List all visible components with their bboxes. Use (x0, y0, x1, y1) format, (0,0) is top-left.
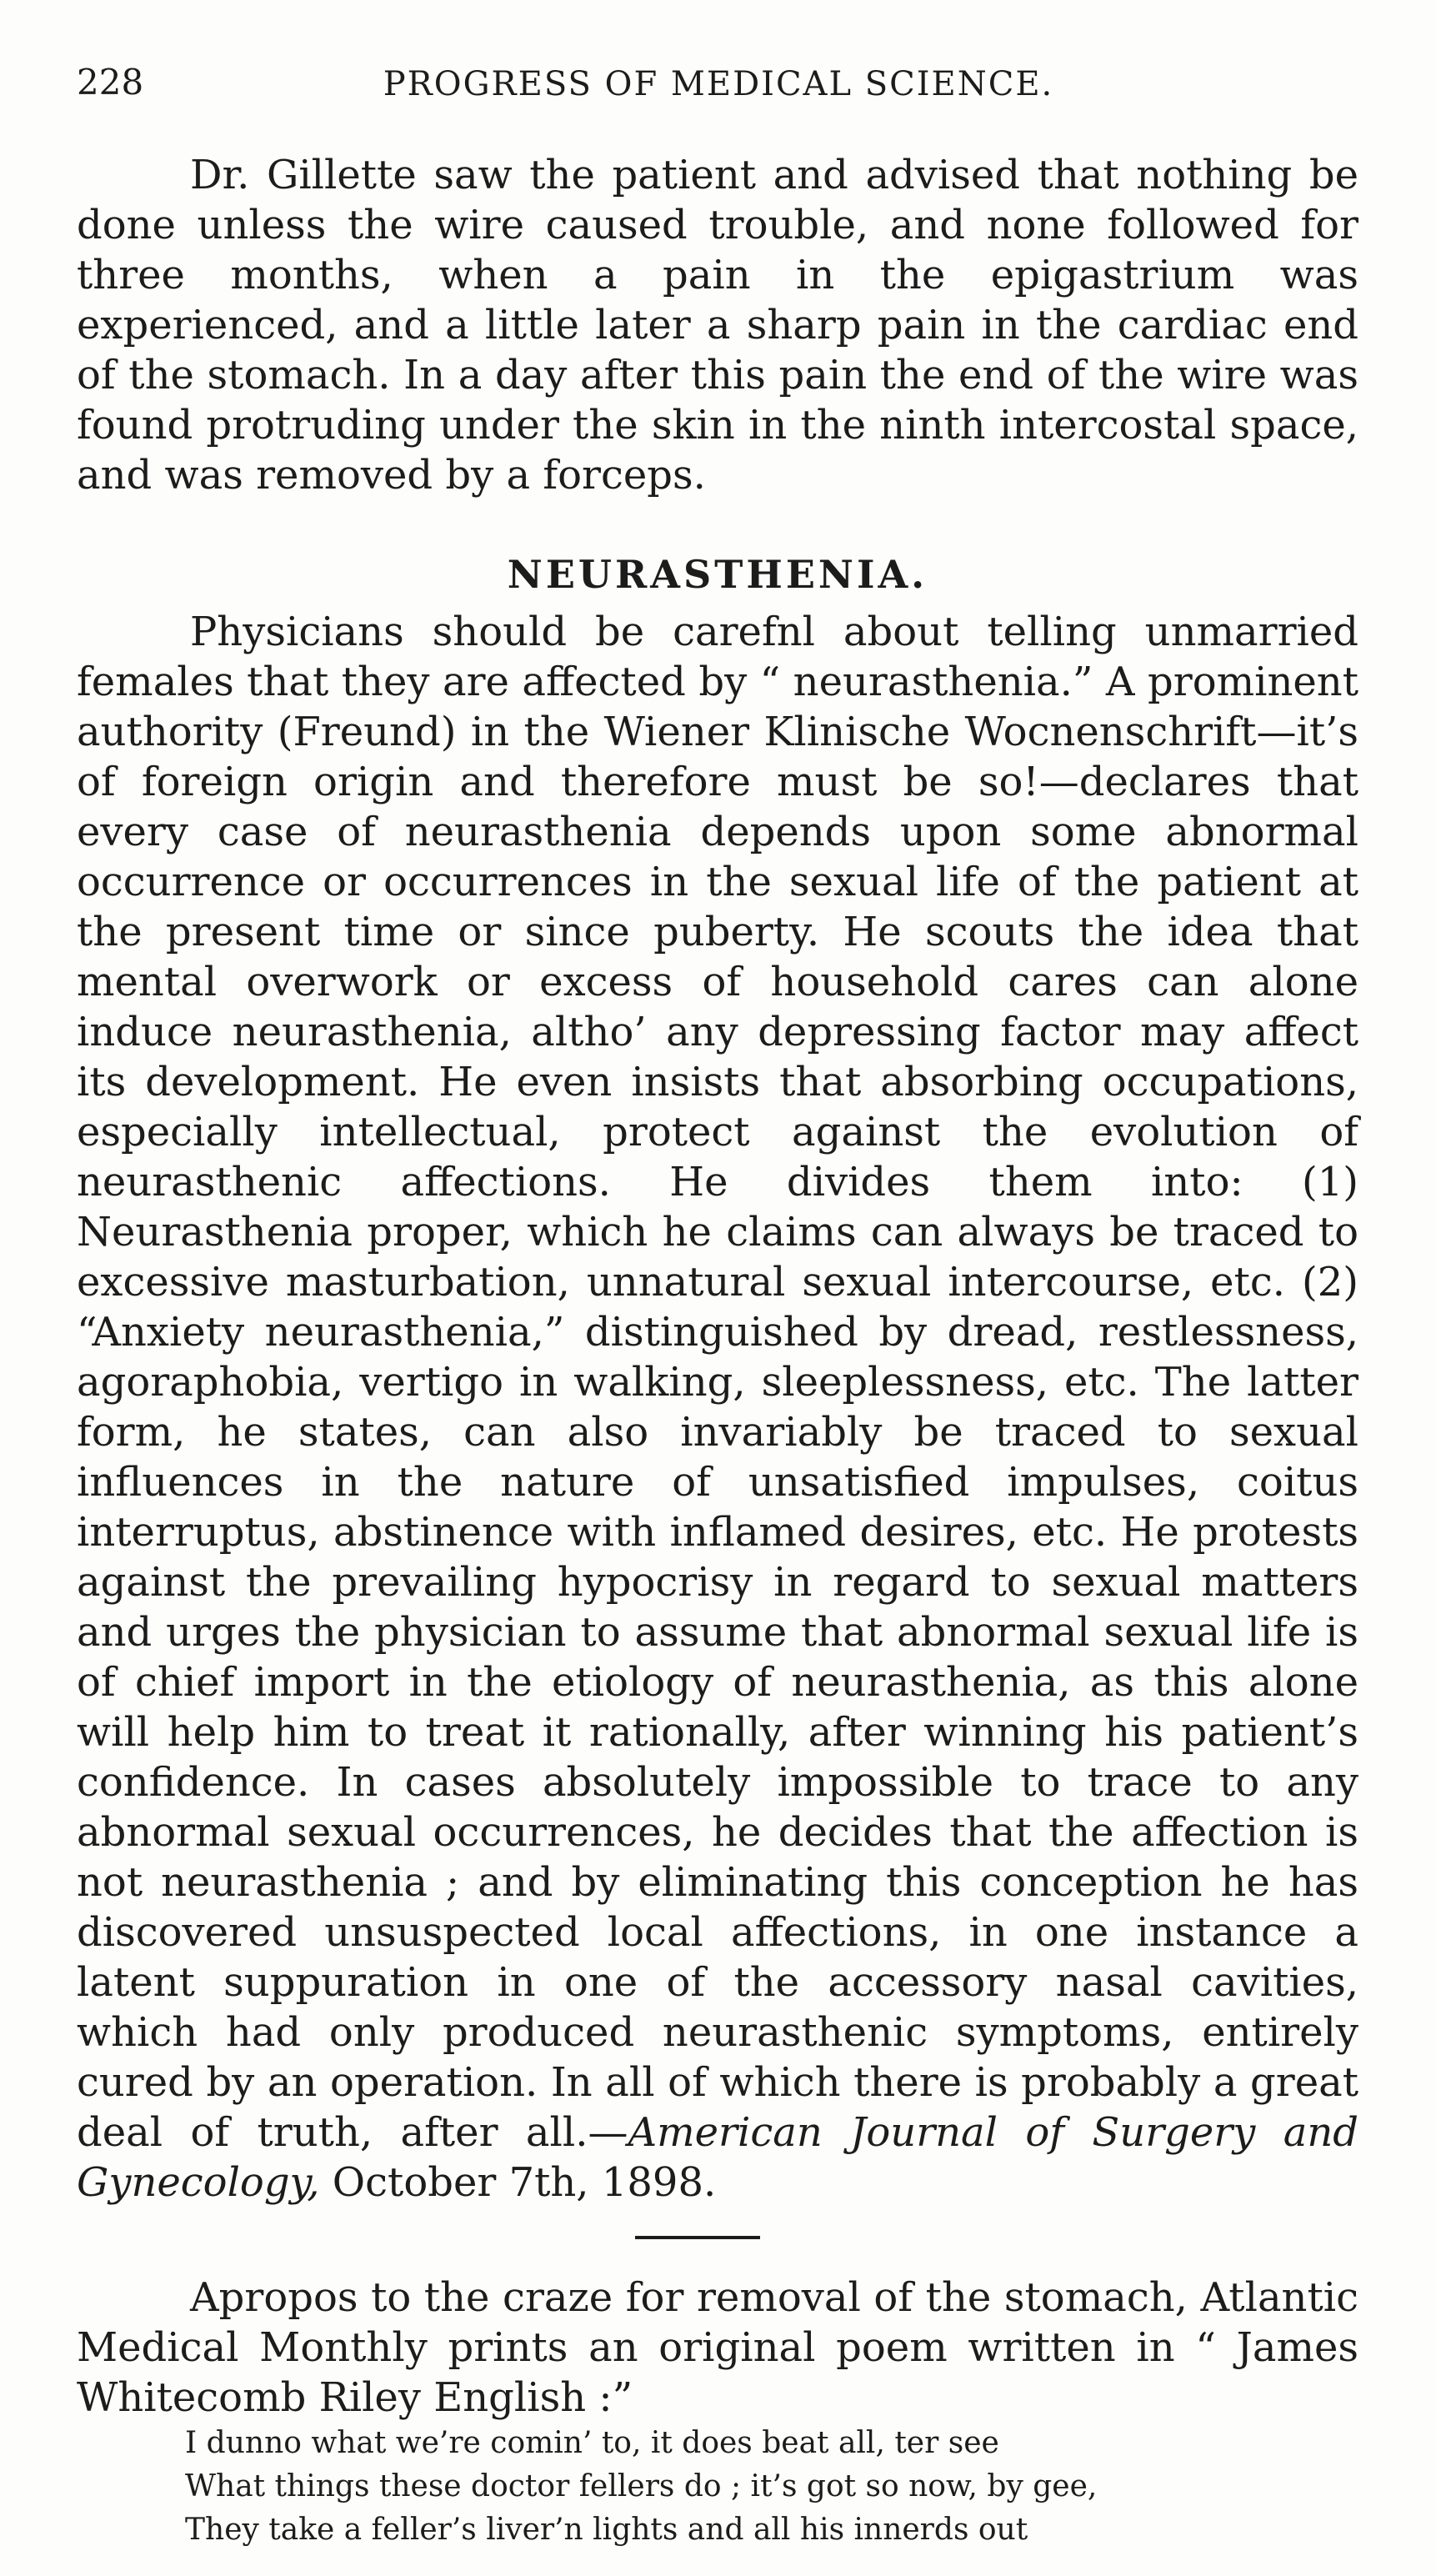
paragraph-text: Dr. Gillette saw the patient and advised that nothing be done unless the wire caused trouble, and none followed for three months, when a pain in the epigastrium was experienced, and a little later a sharp pain in the cardiac end of the stomach. In a day after this pain the end of the wire was found protruding under the skin in the ninth intercostal space, and was removed by a forceps. (77, 152, 1358, 499)
citation-journal: American Journal of Surgery and Gynecology, (77, 2109, 1358, 2206)
paragraph-text: Apropos to the craze for removal of the stomach, Atlantic Medical Monthly prints an original poem written in “ James Whitecomb Riley English :” (77, 2274, 1358, 2421)
poem-excerpt (185, 2422, 1310, 2552)
page-number: 228 (77, 62, 144, 103)
paragraph-apropos (77, 2273, 1358, 2423)
paragraph-text: Physicians should be carefnl about telling unmarried females that they are affected by “ neurasthenia.” A prominent authority (Freund) in the Wiener Klinische Wocnenschrift—it’s of foreign origin and therefore must be so!—declares that every case of neurasthenia depends upon some abnormal occurrence or occurrences in the sexual life of the patient at the present time or since puberty. He scouts the idea that mental overwork or excess of household cares can alone induce neurasthenia, altho’ any depressing factor may affect its development. He even insists that absorbing occupations, especially intellectual, protect against the evolution of neurasthenic affections. He divides them into: (1) Neurasthenia proper, which he claims can always be traced to excessive masturbation, unnatural sexual intercourse, etc. (2) “Anxiety neurasthenia,” distinguished by dread, restlessness, agoraphobia, vertigo in walking, sleeplessness, etc. The latter form, he states, can also invariably be traced to sexual influences in the nature of unsatisfied impulses, coitus interruptus, abstinence with inflamed desires, etc. He protests against the prevailing hypocrisy in regard to sexual matters and urges the physician to assume that abnormal sexual life is of chief import in the etiology of neurasthenia, as this alone will help him to treat it rationally, after winning his patient’s confidence. In cases absolutely impossible to trace to any abnormal sexual occurrences, he decides that the affection is not neurasthenia ; and by eliminating this conception he has discovered unsuspected local affections, in one instance a latent suppuration in one of the accessory nasal cavities, which had only produced neurasthenic symptoms, entirely cured by an operation. In all of which there is probably a great deal of truth, after all.— (77, 609, 1358, 2156)
poem-line: What things these doctor fellers do ; it’s got so now, by gee, (185, 2469, 1098, 2503)
section-heading: NEURASTHENIA. (507, 552, 928, 597)
paragraph-gillette (77, 150, 1358, 500)
paragraph-neurasthenia (77, 607, 1358, 2208)
citation-date: October 7th, 1898. (319, 2159, 717, 2206)
running-head (77, 62, 1360, 120)
poem-line: I dunno what we’re comin’ to, it does beat all, ter see (185, 2426, 999, 2460)
paragraph-body (77, 607, 1358, 2208)
poem-line: They take a feller’s liver’n lights and all his innerds out (185, 2513, 1028, 2547)
running-title: PROGRESS OF MEDICAL SCIENCE. (383, 65, 1054, 103)
section-divider (635, 2236, 760, 2239)
